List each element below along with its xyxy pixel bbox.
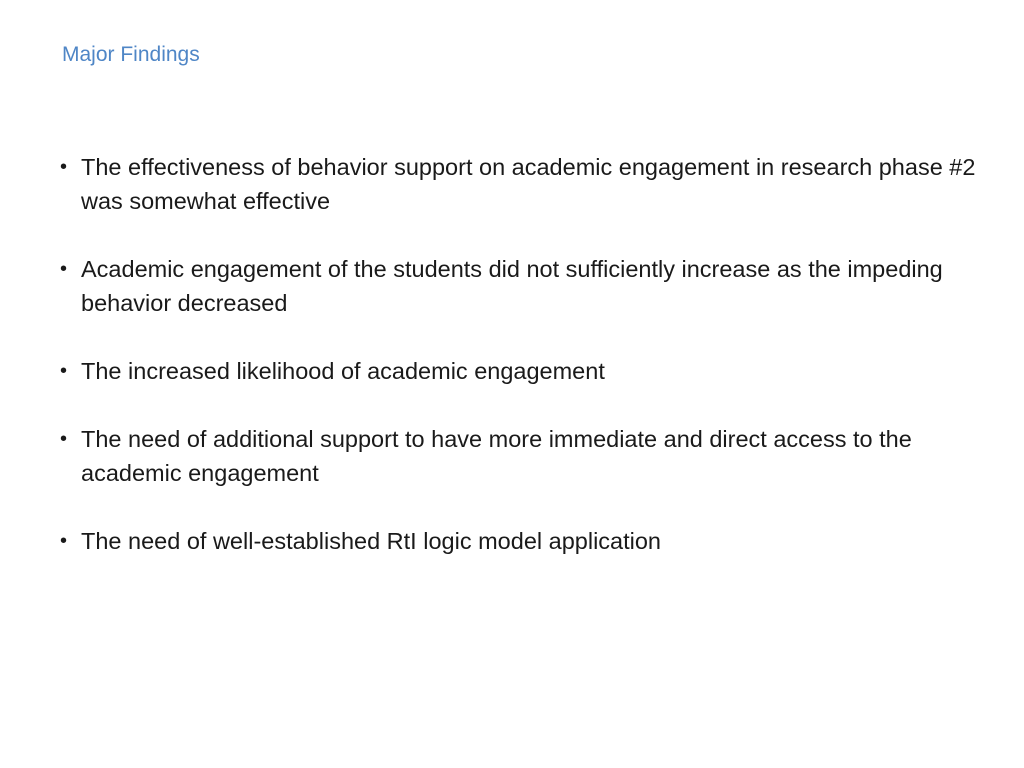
findings-list xyxy=(60,150,980,592)
list-item xyxy=(60,252,980,320)
bullet-icon: • xyxy=(60,530,68,552)
bullet-icon: • xyxy=(60,258,68,280)
bullet-icon: • xyxy=(60,428,68,450)
slide-title: Major Findings xyxy=(62,43,200,66)
list-item xyxy=(60,150,980,218)
bullet-text: Academic engagement of the students did not sufficiently increase as the impeding behavior decreased xyxy=(81,256,943,316)
bullet-icon: • xyxy=(60,360,68,382)
bullet-icon: • xyxy=(60,156,68,178)
bullet-text: The effectiveness of behavior support on academic engagement in research phase #2 was somewhat effective xyxy=(81,154,976,214)
bullet-text: The increased likelihood of academic engagement xyxy=(81,358,605,384)
list-item xyxy=(60,354,980,388)
list-item xyxy=(60,524,980,558)
list-item xyxy=(60,422,980,490)
bullet-text: The need of additional support to have more immediate and direct access to the academic engagement xyxy=(81,426,912,486)
bullet-text: The need of well-established RtI logic model application xyxy=(81,528,661,554)
